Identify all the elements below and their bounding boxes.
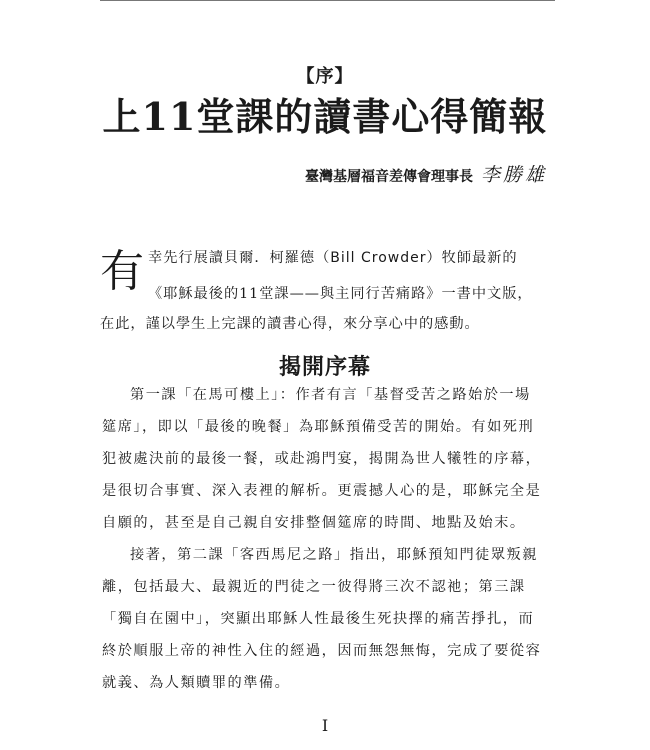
intro-line-2-text-a: 《耶穌最後的	[148, 286, 240, 302]
intro-line-1	[148, 248, 518, 268]
paragraph-2-line-3: 「獨自在園中」，突顯出耶穌人性最後生死抉擇的痛苦掙扎，而	[102, 611, 535, 627]
paragraph-1-line-3: 犯被處決前的最後一餐，或赴鴻門宴，揭開為世人犧牲的序幕，	[102, 451, 542, 467]
paragraph-1-line-2: 筵席」，即以「最後的晚餐」為耶穌預備受苦的開始。有如死刑	[102, 419, 535, 435]
page-title: 上11堂課的讀書心得簡報	[102, 94, 548, 139]
intro-line-3: 在此，謹以學生上完課的讀書心得，來分享心中的感動。	[100, 316, 480, 332]
intro-line-1-text-b: ）牧師最新的	[426, 250, 518, 266]
page-number: I	[321, 716, 329, 735]
drop-cap: 有	[100, 246, 144, 297]
section-heading: 揭開序幕	[278, 354, 371, 380]
paragraph-1-line-4: 是很切合事實、深入表裡的解析。更震撼人心的是，耶穌完全是	[102, 483, 542, 499]
paragraph-2-line-1: 接著，第二課「客西馬尼之路」指出，耶穌預知門徒眾叛親	[130, 547, 538, 563]
paragraph-1-line-1: 第一課「在馬可樓上」：作者有言「基督受苦之路始於一場	[130, 387, 531, 403]
paragraph-2-line-5: 就義、為人類贖罪的準備。	[102, 675, 291, 691]
intro-line-1-text-a: 幸先行展讀貝爾．柯羅德（	[148, 250, 331, 266]
intro-line-2-number: 11	[239, 286, 260, 302]
preface-label: 【序】	[296, 66, 354, 87]
top-rule	[100, 0, 555, 1]
intro-line-2-text-b: 堂課——與主同行苦痛路》一書中文版，	[259, 286, 533, 302]
byline	[305, 160, 547, 187]
paragraph-2-line-2: 離，包括最大、最親近的門徒之一彼得將三次不認祂；第三課	[102, 579, 526, 595]
author-name: 李勝雄	[480, 164, 547, 186]
paragraph-2-line-4: 終於順服上帝的神性入住的經過，因而無怨無悔，完成了要從容	[102, 643, 542, 659]
author-position: 臺灣基層福音差傳會理事長	[304, 169, 473, 185]
paragraph-1-line-5: 自願的，甚至是自己親自安排整個筵席的時間、地點及始末。	[102, 515, 526, 531]
intro-line-1-latin: Bill Crowder	[330, 250, 427, 266]
intro-line-2	[148, 284, 533, 304]
